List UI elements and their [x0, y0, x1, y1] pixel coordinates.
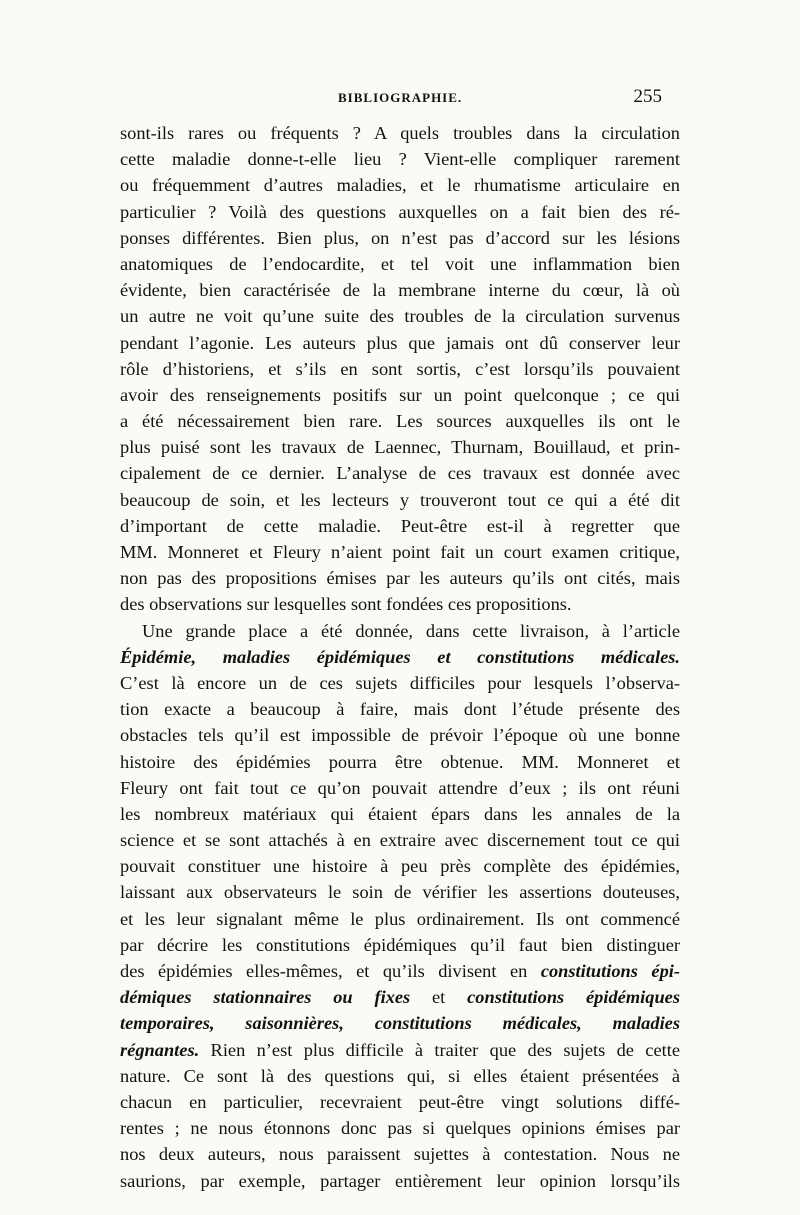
text-line: obstacles tels qu’il est impossible de prévoir l’époque où une bonne [120, 725, 680, 746]
italic-text: démiques stationnaires ou fixes [120, 987, 411, 1008]
text-line: les nombreux matériaux qui étaient épars dans les annales de la [120, 803, 680, 824]
paragraph-1 [120, 120, 680, 618]
text-line [120, 984, 680, 1010]
body-text [120, 120, 680, 1194]
text-line: a été nécessairement bien rare. Les sources auxquelles ils ont le [120, 411, 680, 432]
text-line [120, 644, 680, 670]
text-line: ponses différentes. Bien plus, on n’est pas d’accord sur les lésions [120, 227, 680, 248]
page-number: 255 [633, 86, 662, 107]
text-line: rôle d’historiens, et s’ils en sont sortis, c’est lorsqu’ils pouvaient [120, 358, 680, 379]
italic-text: Épidémie, maladies épidémiques et constitutions médicales. [120, 646, 680, 667]
text-line: pendant l’agonie. Les auteurs plus que jamais ont dû conserver leur [120, 332, 680, 353]
text-line: tion exacte a beaucoup à faire, mais dont l’étude présente des [120, 699, 680, 720]
text-line: saurions, par exemple, partager entièrement leur opinion lorsqu’ils [120, 1170, 680, 1191]
text-span: des épidémies elles-mêmes, et qu’ils divisent en [120, 961, 528, 981]
text-line: Une grande place a été donnée, dans cette livraison, à l’article [142, 620, 680, 641]
text-span: Rien n’est plus difficile à traiter que des sujets de cette [210, 1039, 680, 1060]
text-line: C’est là encore un de ces sujets difficiles pour lesquels l’observa- [120, 672, 680, 693]
text-line: avoir des renseignements positifs sur un point quelconque ; ce qui [120, 384, 680, 405]
text-line: par décrire les constitutions épidémiques qu’il faut bien distinguer [120, 934, 680, 955]
text-line: histoire des épidémies pourra être obtenue. MM. Monneret et [120, 751, 680, 772]
text-line: d’important de cette maladie. Peut-être est-il à regretter que [120, 515, 680, 536]
text-line [120, 1010, 680, 1036]
text-line: plus puisé sont les travaux de Laennec, Thurnam, Bouillaud, et prin- [120, 437, 680, 458]
text-line: sont-ils rares ou fréquents ? A quels troubles dans la circulation [120, 123, 680, 143]
italic-text: temporaires, saisonnières, constitutions médicales, maladies [120, 1013, 680, 1034]
text-line: science et se sont attachés à en extraire avec discernement tout ce qui [120, 830, 680, 851]
text-span: et [432, 987, 446, 1008]
text-line: beaucoup de soin, et les lecteurs y trouveront tout ce qui a été dit [120, 489, 680, 510]
page-header [120, 88, 662, 114]
italic-text: régnantes. [120, 1039, 200, 1060]
italic-text: constitutions épidémiques [467, 987, 680, 1008]
text-line: un autre ne voit qu’une suite des troubles de la circulation survenus [120, 306, 680, 327]
text-line: rentes ; ne nous étonnons donc pas si quelques opinions émises par [120, 1118, 680, 1139]
text-line: des observations sur lesquelles sont fondées ces propositions. [120, 594, 572, 615]
text-line: nature. Ce sont là des questions qui, si elles étaient présentées à [120, 1065, 680, 1086]
italic-text: constitutions épi- [540, 961, 680, 981]
text-line: MM. Monneret et Fleury n’aient point fait un court examen critique, [120, 542, 680, 562]
text-line: Fleury ont fait tout ce qu’on pouvait attendre d’eux ; ils ont réuni [120, 777, 680, 798]
text-line: nos deux auteurs, nous paraissent sujettes à contestation. Nous ne [120, 1144, 680, 1165]
text-line: ou fréquemment d’autres maladies, et le rhumatisme articulaire en [120, 175, 680, 196]
text-line: et les leur signalant même le plus ordinairement. Ils ont commencé [120, 908, 680, 929]
text-line: cette maladie donne-t-elle lieu ? Vient-elle compliquer rarement [120, 149, 680, 170]
running-title: BIBLIOGRAPHIE. [338, 90, 463, 105]
line-group [120, 670, 680, 958]
text-line [120, 1037, 680, 1063]
text-line: laissant aux observateurs le soin de vérifier les assertions douteuses, [120, 882, 680, 903]
line-group [120, 1063, 680, 1194]
text-line [120, 958, 680, 984]
text-line: chacun en particulier, recevraient peut-être vingt solutions diffé- [120, 1091, 680, 1112]
text-line: non pas des propositions émises par les auteurs qu’ils ont cités, mais [120, 568, 680, 589]
text-line: particulier ? Voilà des questions auxquelles on a fait bien des ré- [120, 201, 680, 222]
text-line: pouvait constituer une histoire à peu près complète des épidémies, [120, 856, 680, 877]
text-line: cipalement de ce dernier. L’analyse de ces travaux est donnée avec [120, 463, 680, 484]
paragraph-2 [120, 618, 680, 1194]
text-line: évidente, bien caractérisée de la membrane interne du cœur, là où [120, 280, 680, 301]
text-line: anatomiques de l’endocardite, et tel voit une inflammation bien [120, 253, 680, 274]
